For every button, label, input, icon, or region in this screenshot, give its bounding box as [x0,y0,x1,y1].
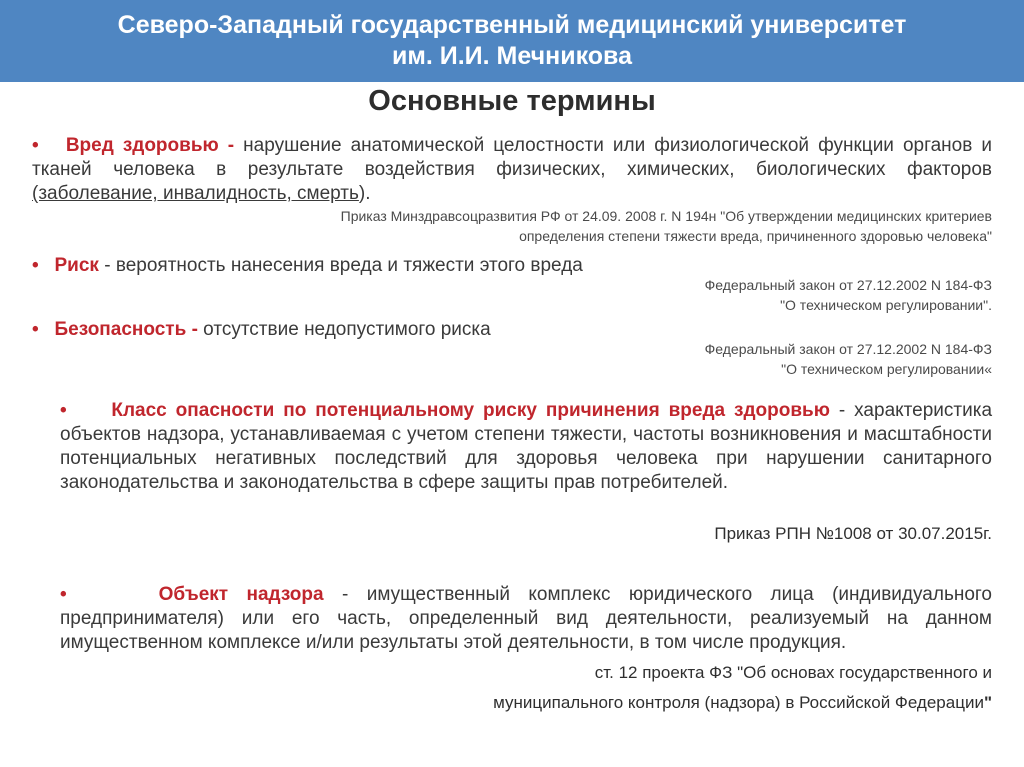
term-hazard-class [60,399,992,495]
term-name: Объект надзора [158,584,324,605]
reference-line: Приказ Минздравсоцразвития РФ от 24.09. 2008 г. N 194н "Об утверждении медицинских критериев [340,208,992,224]
reference-line: определения степени тяжести вреда, причиненного здоровью человека" [519,228,992,244]
reference-line-quote: " [983,693,992,712]
reference-line [292,688,992,718]
university-header [0,0,1024,82]
term-examples: (заболевание, инвалидность, смерть [32,183,359,204]
bullet-icon: • [32,319,39,340]
term-definition: отсутствие недопустимого риска [197,319,491,340]
bullet-icon: • [60,584,67,605]
reference-line: "О техническом регулировании« [781,361,992,377]
reference-line: "О техническом регулировании". [780,297,992,313]
reference-hazard-class [392,523,992,545]
reference-line-text: муниципального контроля (надзора) в Российской Федерации [493,693,984,712]
reference-risk [392,275,992,315]
term-definition: нарушение анатомической целостности или физиологической функции органов и тканей человека в результате воздействия физических, химических, биологических факторов [32,135,992,180]
reference-line: ст. 12 проекта ФЗ "Об основах государственного и [594,663,992,682]
term-name: Безопасность - [54,319,198,340]
term-supervision-object [60,583,992,655]
reference-harm-to-health [92,206,992,246]
bullet-icon: • [32,255,39,276]
term-name: Риск [54,255,99,276]
reference-supervision-object [292,658,992,718]
reference-line: Приказ РПН №1008 от 30.07.2015г. [714,524,992,543]
bullet-icon: • [32,135,39,156]
reference-line: Федеральный закон от 27.12.2002 N 184-ФЗ [704,341,992,357]
term-tail: ). [358,183,371,204]
reference-line: Федеральный закон от 27.12.2002 N 184-ФЗ [704,277,992,293]
header-line-2: им. И.И. Мечникова [391,42,632,70]
reference-safety [392,339,992,379]
term-definition: - вероятность нанесения вреда и тяжести этого вреда [98,255,583,276]
term-definition: - имущественный комплекс юридического лица (индивидуального предпринимателя) или его часть, определенный вид деятельности, реализуемый на данном имущественном комплексе и/или результаты этой деятельности, в том числе продукция. [60,584,992,653]
term-definition: - характеристика объектов надзора, устанавливаемая с учетом степени тяжести, частоты возникновения и масштабности потенциальных негативных последствий для здоровья человека при нарушении санитарного законодательства и законодательства в сфере защиты прав потребителей. [60,400,993,493]
header-line-1: Северо-Западный государственный медицинский университет [117,11,907,39]
bullet-icon: • [60,400,67,421]
term-name: Вред здоровью - [65,135,235,156]
term-name: Класс опасности по потенциальному риску причинения вреда здоровью [111,400,830,421]
term-harm-to-health [32,134,992,206]
slide-title: Основные термины [368,85,656,117]
